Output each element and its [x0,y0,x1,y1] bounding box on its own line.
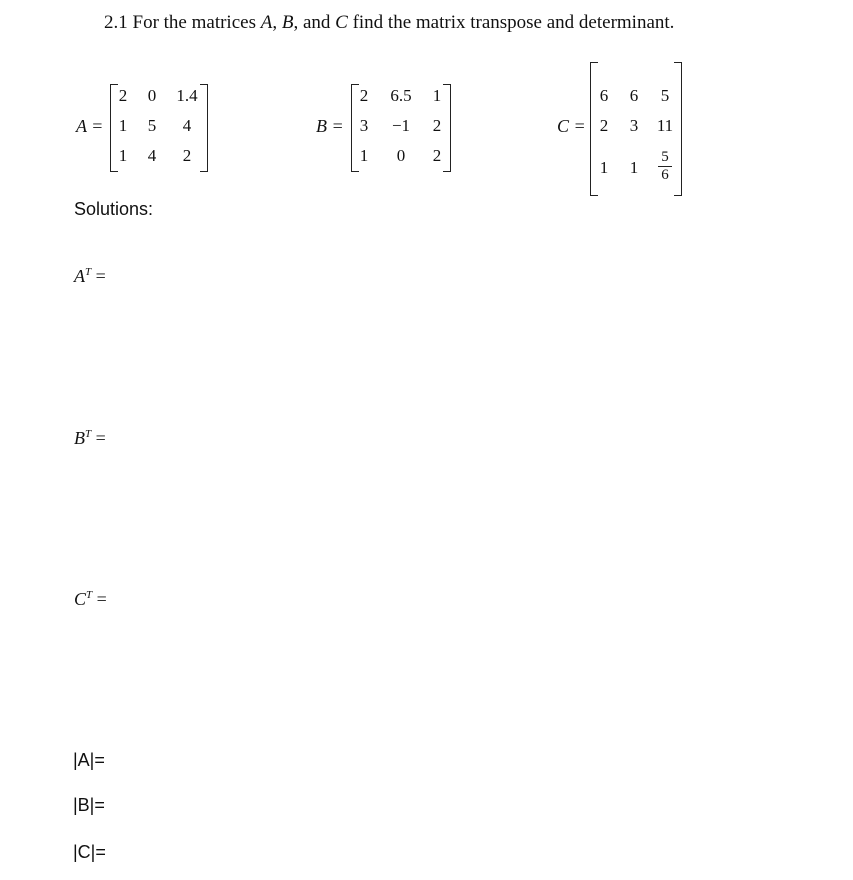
matrix-cell-fraction [648,149,682,184]
matrix-cell: 1 [629,158,639,177]
matrix-cell: 5 [660,86,670,105]
determinant-c: |C|= [73,842,106,862]
matrix-cell: 6.5 [390,86,412,105]
var-b: B [281,12,294,33]
matrix-cell: 4 [147,146,157,165]
matrix-b-label: B = [316,116,344,136]
problem-statement: 2.1 For the matrices A, B, and C find the matrix transpose and determinant. [104,12,675,33]
matrix-c-label: C = [557,116,586,136]
var-a: A [260,12,273,33]
matrix-cell: 2 [599,116,609,135]
matrix-cell: 0 [396,146,406,165]
matrix-cell: 3 [359,116,369,135]
matrix-cell: 2 [432,116,442,135]
matrix-cell: 1 [432,86,442,105]
matrix-a-label: A = [76,116,104,136]
matrix-cell: 2 [118,86,128,105]
matrix-cell: 2 [359,86,369,105]
determinant-a: |A|= [73,750,105,770]
matrix-cell: 2 [182,146,192,165]
matrix-cell: 5 [147,116,157,135]
matrix-cell: 11 [656,116,674,135]
matrix-cell: −1 [391,116,411,135]
var-c: C [335,12,348,33]
determinant-b: |B|= [73,795,105,815]
transpose-b-line: $B^T$ = [74,428,106,448]
matrix-cell: 6 [599,86,609,105]
matrix-cell: 6 [629,86,639,105]
matrix-cell: 0 [147,86,157,105]
matrix-cell: 1 [118,146,128,165]
transpose-c-line: $C^T$ = [74,589,107,609]
fraction-numerator: 5 [661,149,669,165]
solutions-heading: Solutions: [74,199,154,219]
matrix-cell: 1 [599,158,609,177]
matrix-cell: 3 [629,116,639,135]
transpose-a-line: $A^T$ = [74,266,106,286]
matrix-cell: 1.4 [176,86,198,105]
fraction-denominator: 6 [661,167,669,183]
matrix-cell: 4 [182,116,192,135]
matrix-cell: 1 [359,146,369,165]
matrix-cell: 1 [118,116,128,135]
matrix-cell: 2 [432,146,442,165]
